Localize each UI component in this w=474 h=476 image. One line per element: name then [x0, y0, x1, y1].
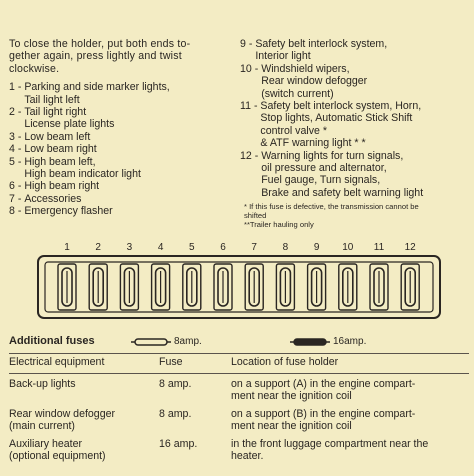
- fuse-number-label: 7: [251, 242, 257, 253]
- fuse-description: Windshield wipers, Rear window defogger (switch current): [261, 62, 368, 100]
- fuse-list-item: [9, 81, 237, 106]
- fuse-list-item: [240, 150, 472, 200]
- fuse-list-item: [240, 38, 472, 63]
- fuse-description: Safety belt interlock system, Interior light: [255, 38, 388, 63]
- header-fuse: Fuse: [159, 356, 183, 368]
- fuse-number: 4 -: [9, 143, 25, 156]
- left-column: [9, 38, 237, 218]
- fuse-description: High beam right: [24, 180, 100, 193]
- fuse-number: 6 -: [9, 180, 25, 193]
- table-top-rule: [9, 353, 469, 354]
- table-header-rule: [9, 373, 469, 374]
- header-location: Location of fuse holder: [231, 356, 339, 368]
- fuse-number-label: 12: [404, 242, 416, 253]
- fuse-description: Parking and side marker lights, Tail light left: [24, 81, 170, 106]
- fuse-16amp-icon: [290, 337, 330, 347]
- table-cell-fuse: 8 amp.: [159, 408, 192, 420]
- additional-fuses-title: Additional fuses: [9, 335, 95, 347]
- table-cell-fuse: 8 amp.: [159, 378, 192, 390]
- instructions-text: To close the holder, put both ends to- gether again, press lightly and twist clockwise.: [9, 38, 191, 75]
- fuse-list-item: [9, 156, 237, 181]
- fuse-number-label: 11: [373, 242, 385, 253]
- table-cell-fuse: 16 amp.: [159, 438, 198, 450]
- fuse-number-label: 2: [95, 242, 101, 253]
- fuse-list-item: [9, 205, 237, 217]
- fuse-number: 7 -: [9, 192, 25, 205]
- fuse-list-left: [9, 81, 237, 217]
- fuse-number-label: 6: [220, 242, 226, 253]
- fuse-number: 11 -: [240, 100, 261, 113]
- fuse-description: Accessories: [24, 192, 82, 205]
- table-cell-equipment: Auxiliary heater (optional equipment): [9, 438, 106, 463]
- fuse-box-diagram: [36, 254, 442, 320]
- fuse-description: Emergency flasher: [24, 205, 113, 218]
- table-cell-equipment: Rear window defogger (main current): [9, 408, 115, 433]
- fuse-number: 12 -: [240, 149, 262, 162]
- fuse-number: 10 -: [240, 62, 262, 75]
- fuse-number-label: 9: [313, 242, 320, 253]
- fuse-number: 5 -: [9, 155, 25, 168]
- fuse-number-label: 10: [342, 242, 354, 253]
- fuse-description: Tail light right License plate lights: [24, 106, 115, 131]
- additional-fuses-legend: [0, 333, 474, 349]
- fuse-list-item: [9, 106, 237, 131]
- fuse-number-label: 4: [157, 242, 164, 253]
- table-cell-location: in the front luggage compartment near the heater.: [231, 438, 429, 463]
- fuse-description: High beam left, High beam indicator light: [24, 155, 141, 181]
- fuse-list-right: [240, 38, 472, 199]
- fuse-8amp-icon: [131, 337, 171, 347]
- fuse-number-row: [0, 242, 474, 254]
- table-cell-location: on a support (B) in the engine compart- ment near the ignition coil: [231, 408, 416, 433]
- fuse-description: Safety belt interlock system, Horn, Stop lights, Automatic Stick Shift control valve * & ATF warning light * *: [260, 100, 422, 150]
- table-cell-location: on a support (A) in the engine compart- ment near the ignition coil: [231, 378, 416, 403]
- footnotes: * If this fuse is defective, the transmission cannot be shifted **Trailer hauling only: [244, 202, 419, 230]
- legend-16amp-label: 16amp.: [333, 336, 367, 347]
- fuse-number-label: 8: [282, 242, 289, 253]
- fuse-list-item: [9, 131, 237, 143]
- fuse-description: Low beam right: [24, 143, 97, 156]
- fuse-list-item: [9, 193, 237, 205]
- fuse-list-item: [9, 143, 237, 155]
- table-cell-equipment: Back-up lights: [9, 378, 76, 390]
- fuse-number-label: 5: [189, 242, 195, 253]
- fuse-description: Low beam left: [24, 130, 91, 143]
- fuse-number: 2 -: [9, 106, 25, 119]
- fuse-number: 9 -: [240, 38, 256, 50]
- header-equipment: Electrical equipment: [9, 356, 105, 368]
- fuse-number-label: 3: [126, 242, 133, 253]
- fuse-list-item: [9, 180, 237, 192]
- fuse-number: 3 -: [9, 130, 25, 143]
- fuse-number: 8 -: [9, 205, 25, 218]
- fuse-list-item: [240, 100, 472, 150]
- right-column: [240, 38, 472, 229]
- fuse-list-item: [240, 63, 472, 100]
- fuse-number: 1 -: [9, 81, 25, 94]
- legend-8amp-label: 8amp.: [174, 336, 202, 347]
- fuse-number-label: 1: [64, 242, 70, 253]
- fuse-description: Warning lights for turn signals, oil pressure and alternator, Fuel gauge, Turn signals, Brake and safety belt warning light: [261, 149, 424, 199]
